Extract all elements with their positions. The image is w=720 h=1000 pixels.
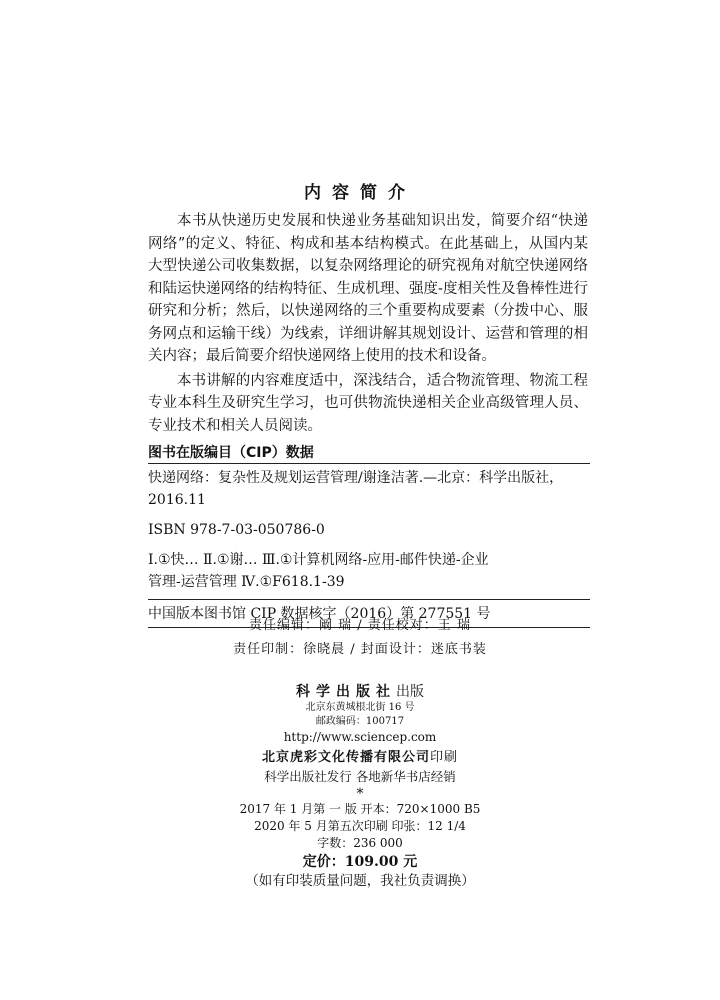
intro-section [148,210,588,437]
page-title: 内容简介 [304,183,416,203]
edition-line-2: 2020 年 5 月第五次印刷 印张：12 1/4 [254,819,466,833]
publisher-suffix: 出版 [396,684,424,700]
cip-data-box [148,463,590,628]
distribution-line: 科学出版社发行 各地新华书店经销 [264,769,456,784]
cip-title-line: 快递网络：复杂性及规划运营管理/谢逢洁著.—北京：科学出版社， [148,470,564,486]
cip-verify-number: 中国版本图书馆 CIP 数据核字（2016）第 277551 号 [148,599,590,625]
cip-classification-2: 管理-运营管理 Ⅳ.①F618.1-39 [148,574,345,590]
edition-line-1: 2017 年 1 月第 一 版 开本：720×1000 B5 [239,802,481,816]
word-count: 字数：236 000 [317,836,403,850]
publisher-url: http://www.sciencep.com [283,730,437,744]
separator-star: * [356,786,364,802]
credits-production: 责任印制：徐晓晨 / 封面设计：迷底书装 [233,642,487,657]
quality-note: （如有印装质量问题，我社负责调换） [245,873,475,889]
intro-paragraph-2: 本书讲解的内容难度适中，深浅结合，适合物流管理、物流工程专业本科生及研究生学习，也可供物流快递相关企业高级管理人员、专业技术和相关人员阅读。 [148,372,588,434]
printer-suffix: 印刷 [430,750,459,765]
intro-paragraph-1: 本书从快递历史发展和快递业务基础知识出发，简要介绍“快递网络”的定义、特征、构成和基本结构模式。在此基础上，从国内某大型快递公司收集数据，以复杂网络理论的研究视角对航空快递网络和陆运快递网络的结构特征、生成机理、强度-度相关性及鲁棒性进行研究和分析；然后，以快递网络的三个重要构成要素（分拨中心、服务网点和运输干线）为线索，详细讲解其规划设计、运营和管理的相关内容；最后简要介绍快递网络上使用的技术和设备。 [148,213,588,364]
cip-isbn: ISBN 978-7-03-050786-0 [148,522,325,538]
publisher-postcode: 邮政编码：100717 [315,716,405,727]
credits-block [0,614,720,662]
cip-classification-1: Ⅰ.①快… Ⅱ.①谢… Ⅲ.①计算机网络-应用-邮件快递-企业 [148,552,489,568]
publisher-line [0,684,720,701]
publisher-name: 科学出版社 [296,684,396,700]
publisher-address: 北京东黄城根北街 16 号 [305,702,415,713]
printer-line [0,749,720,766]
credits-editors: 责任编辑：阚 瑞 / 责任校对：王 瑞 [249,618,471,633]
price: 定价：109.00 元 [302,854,418,870]
cip-date-line: 2016.11 [148,492,206,508]
cip-heading: 图书在版编目（CIP）数据 [148,445,314,461]
imprint-block [0,684,720,890]
printer-name: 北京虎彩文化传播有限公司 [261,750,430,765]
